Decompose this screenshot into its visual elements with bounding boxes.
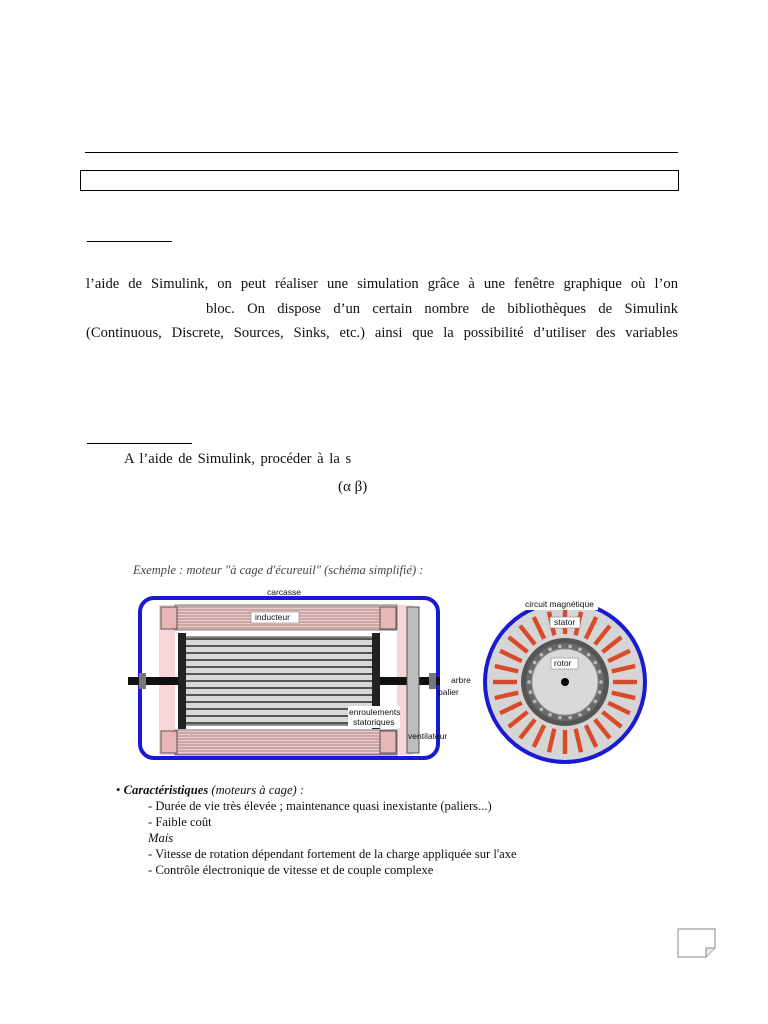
label-ventilateur: ventilateur	[408, 731, 448, 741]
shaft-dot	[561, 678, 569, 686]
list-item: - Vitesse de rotation dépendant fortement de la charge appliquée sur l'axe	[148, 847, 517, 861]
rotor-bar	[533, 661, 537, 665]
task-line-1: A l’aide de Simulink, procéder à la s	[124, 451, 352, 467]
list-item: - Faible coût	[148, 815, 212, 829]
top-left-cap	[161, 607, 177, 629]
rotor-bar	[568, 716, 572, 720]
characteristics-block	[116, 782, 517, 878]
rotor-bar	[527, 680, 531, 684]
label-enroulements: enroulements	[349, 707, 401, 717]
page-curl-icon	[677, 928, 717, 958]
rotor-bar	[558, 645, 562, 649]
rotor-bar	[568, 645, 572, 649]
stator-slot	[613, 680, 637, 684]
rotor-bar	[598, 690, 602, 694]
rotor-bar	[578, 713, 582, 717]
rotor-bar	[548, 713, 552, 717]
but-label: Mais	[148, 831, 174, 845]
rotor-bar	[599, 680, 603, 684]
list-item: - Contrôle électronique de vitesse et de couple complexe	[148, 863, 434, 877]
cross-section-view	[485, 599, 645, 762]
bottom-winding	[175, 730, 397, 755]
rotor-bar	[529, 690, 533, 694]
side-view	[128, 587, 471, 758]
rotor-bar	[558, 716, 562, 720]
intro-line-3: (Continuous, Discrete, Sources, Sinks, etc.) ainsi que la possibilité d’utiliser des variables	[86, 325, 678, 341]
bottom-left-cap	[161, 731, 177, 753]
intro-line-2: bloc. On dispose d’un certain nombre de bibliothèques de Simulink	[206, 300, 678, 317]
rotor-bar	[593, 661, 597, 665]
label-palier: palier	[438, 687, 459, 697]
rotor-bar	[587, 707, 591, 711]
task-line-2: (α β)	[338, 479, 368, 495]
label-circuit-magnetique: circuit magnétique	[525, 599, 594, 609]
rotor-bar	[548, 647, 552, 651]
label-rotor: rotor	[554, 658, 572, 668]
characteristics-title: Caractéristiques	[123, 783, 209, 797]
rotor-bar	[540, 707, 544, 711]
top-right-cap	[380, 607, 396, 629]
rotor-bar	[540, 653, 544, 657]
label-statoriques: statoriques	[353, 717, 395, 727]
section-underline-1	[87, 241, 172, 242]
rotor-bar	[578, 647, 582, 651]
right-bearing	[429, 673, 436, 689]
figure-caption: Exemple : moteur "à cage d'écureuil" (schéma simplifié) :	[133, 563, 424, 577]
rotor-bar	[593, 700, 597, 704]
rotor-bar	[529, 670, 533, 674]
label-stator: stator	[554, 617, 576, 627]
motor-diagram	[120, 585, 650, 765]
rotor-bar	[587, 653, 591, 657]
top-rule	[85, 152, 678, 153]
label-arbre: arbre	[451, 675, 471, 685]
left-bearing	[139, 673, 146, 689]
bullet-dot: •	[116, 783, 124, 797]
stator-slot	[563, 730, 567, 754]
stator-slot	[493, 680, 517, 684]
intro-line-1: l’aide de Simulink, on peut réaliser une simulation grâce à une fenêtre graphique où l’on	[86, 276, 678, 292]
list-item: - Durée de vie très élevée ; maintenance quasi inexistante (paliers...)	[148, 799, 492, 813]
header-box	[80, 170, 679, 191]
bottom-right-cap	[380, 731, 396, 753]
rotor-bar	[533, 700, 537, 704]
label-inducteur: inducteur	[255, 612, 290, 622]
rotor-bar	[598, 670, 602, 674]
section-underline-2	[87, 443, 192, 444]
characteristics-subtitle: (moteurs à cage) :	[211, 783, 305, 797]
intro-paragraph	[86, 272, 678, 346]
rotor-left-ring	[178, 633, 186, 729]
label-carcasse: carcasse	[267, 587, 302, 597]
